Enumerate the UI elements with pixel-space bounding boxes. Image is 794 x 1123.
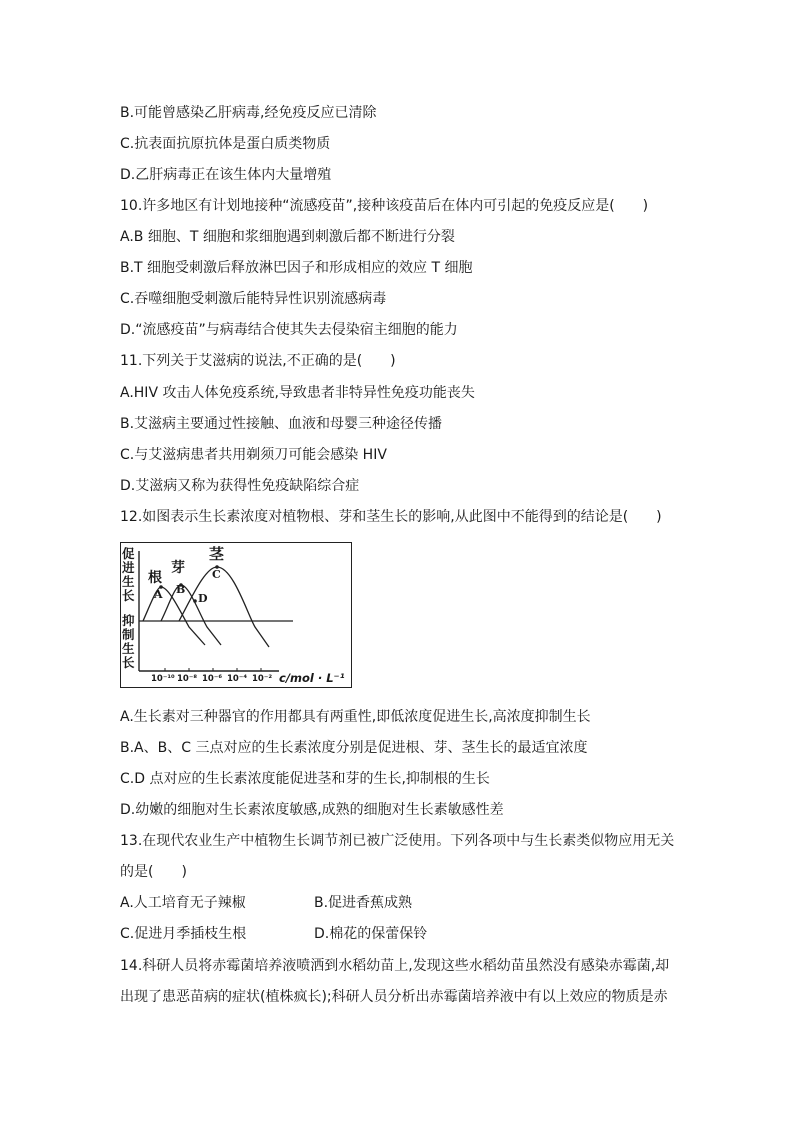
y-label-inhibit: 抑制生长 — [122, 613, 135, 670]
q13-stem-line2: 的是( ) — [120, 864, 187, 880]
series-label-stem: 茎 — [209, 545, 225, 563]
q9-option-d: D.乙肝病毒正在该生体内大量增殖 — [120, 167, 332, 183]
q11-option-d: D.艾滋病又称为获得性免疫缺陷综合症 — [120, 478, 360, 494]
x-tick-label-1: 10⁻¹⁰ — [151, 674, 175, 684]
q13-option-d: D.棉花的保蕾保铃 — [314, 926, 428, 942]
x-tick-label-5: 10⁻² — [252, 674, 273, 684]
q9-option-b: B.可能曾感染乙肝病毒,经免疫反应已清除 — [120, 105, 377, 121]
q11-option-b: B.艾滋病主要通过性接触、血液和母婴三种途径传播 — [120, 416, 443, 432]
q13-option-c: C.促进月季插枝生根 — [120, 926, 247, 942]
q12-option-d: D.幼嫩的细胞对生长素浓度敏感,成熟的细胞对生长素敏感性差 — [120, 802, 504, 818]
q10-stem: 10.许多地区有计划地接种“流感疫苗”,接种该疫苗后在体内可引起的免疫反应是( ) — [120, 198, 649, 214]
series-label-root: 根 — [148, 570, 162, 586]
x-tick-label-2: 10⁻⁸ — [177, 674, 198, 684]
q10-option-a: A.B 细胞、T 细胞和浆细胞遇到刺激后都不断进行分裂 — [120, 229, 455, 245]
point-label-d: D — [198, 592, 208, 605]
series-label-bud: 芽 — [171, 560, 185, 576]
y-label-promote: 促进生长 — [122, 546, 135, 603]
chart-svg — [121, 543, 351, 687]
root-curve — [143, 587, 205, 645]
q11-stem: 11.下列关于艾滋病的说法,不正确的是( ) — [120, 353, 396, 369]
point-label-c: C — [212, 568, 221, 581]
q9-option-c: C.抗表面抗原抗体是蛋白质类物质 — [120, 136, 331, 152]
q10-option-b: B.T 细胞受刺激后释放淋巴因子和形成相应的效应 T 细胞 — [120, 260, 473, 276]
point-label-a: A — [154, 588, 163, 601]
q10-option-c: C.吞噬细胞受刺激后能特异性识别流感病毒 — [120, 291, 387, 307]
x-axis-unit: c/mol · L⁻¹ — [279, 671, 345, 685]
q13-stem-line1: 13.在现代农业生产中植物生长调节剂已被广泛使用。下列各项中与生长素类似物应用无关 — [120, 833, 675, 849]
x-tick-label-4: 10⁻⁴ — [227, 674, 248, 684]
point-label-b: B — [176, 583, 186, 596]
stem-curve — [179, 567, 269, 647]
auxin-concentration-chart — [120, 542, 352, 688]
q12-option-a: A.生长素对三种器官的作用都具有两重性,即低浓度促进生长,高浓度抑制生长 — [120, 709, 591, 725]
q14-stem-line1: 14.科研人员将赤霉菌培养液喷洒到水稻幼苗上,发现这些水稻幼苗虽然没有感染赤霉菌,却 — [120, 958, 670, 974]
point-d-dot — [193, 599, 197, 603]
q12-option-b: B.A、B、C 三点对应的生长素浓度分别是促进根、芽、茎生长的最适宜浓度 — [120, 740, 588, 756]
q13-option-a: A.人工培育无子辣椒 — [120, 895, 246, 911]
q12-stem: 12.如图表示生长素浓度对植物根、芽和茎生长的影响,从此图中不能得到的结论是( ) — [120, 509, 662, 525]
q14-stem-line2: 出现了患恶苗病的症状(植株疯长);科研人员分析出赤霉菌培养液中有以上效应的物质是赤 — [120, 989, 668, 1005]
x-tick-label-3: 10⁻⁶ — [202, 674, 223, 684]
q13-option-b: B.促进香蕉成熟 — [314, 895, 413, 911]
q12-option-c: C.D 点对应的生长素浓度能促进茎和芽的生长,抑制根的生长 — [120, 771, 490, 787]
q10-option-d: D.“流感疫苗”与病毒结合使其失去侵染宿主细胞的能力 — [120, 322, 458, 338]
q11-option-a: A.HIV 攻击人体免疫系统,导致患者非特异性免疫功能丧失 — [120, 385, 475, 401]
q11-option-c: C.与艾滋病患者共用剃须刀可能会感染 HIV — [120, 447, 387, 463]
